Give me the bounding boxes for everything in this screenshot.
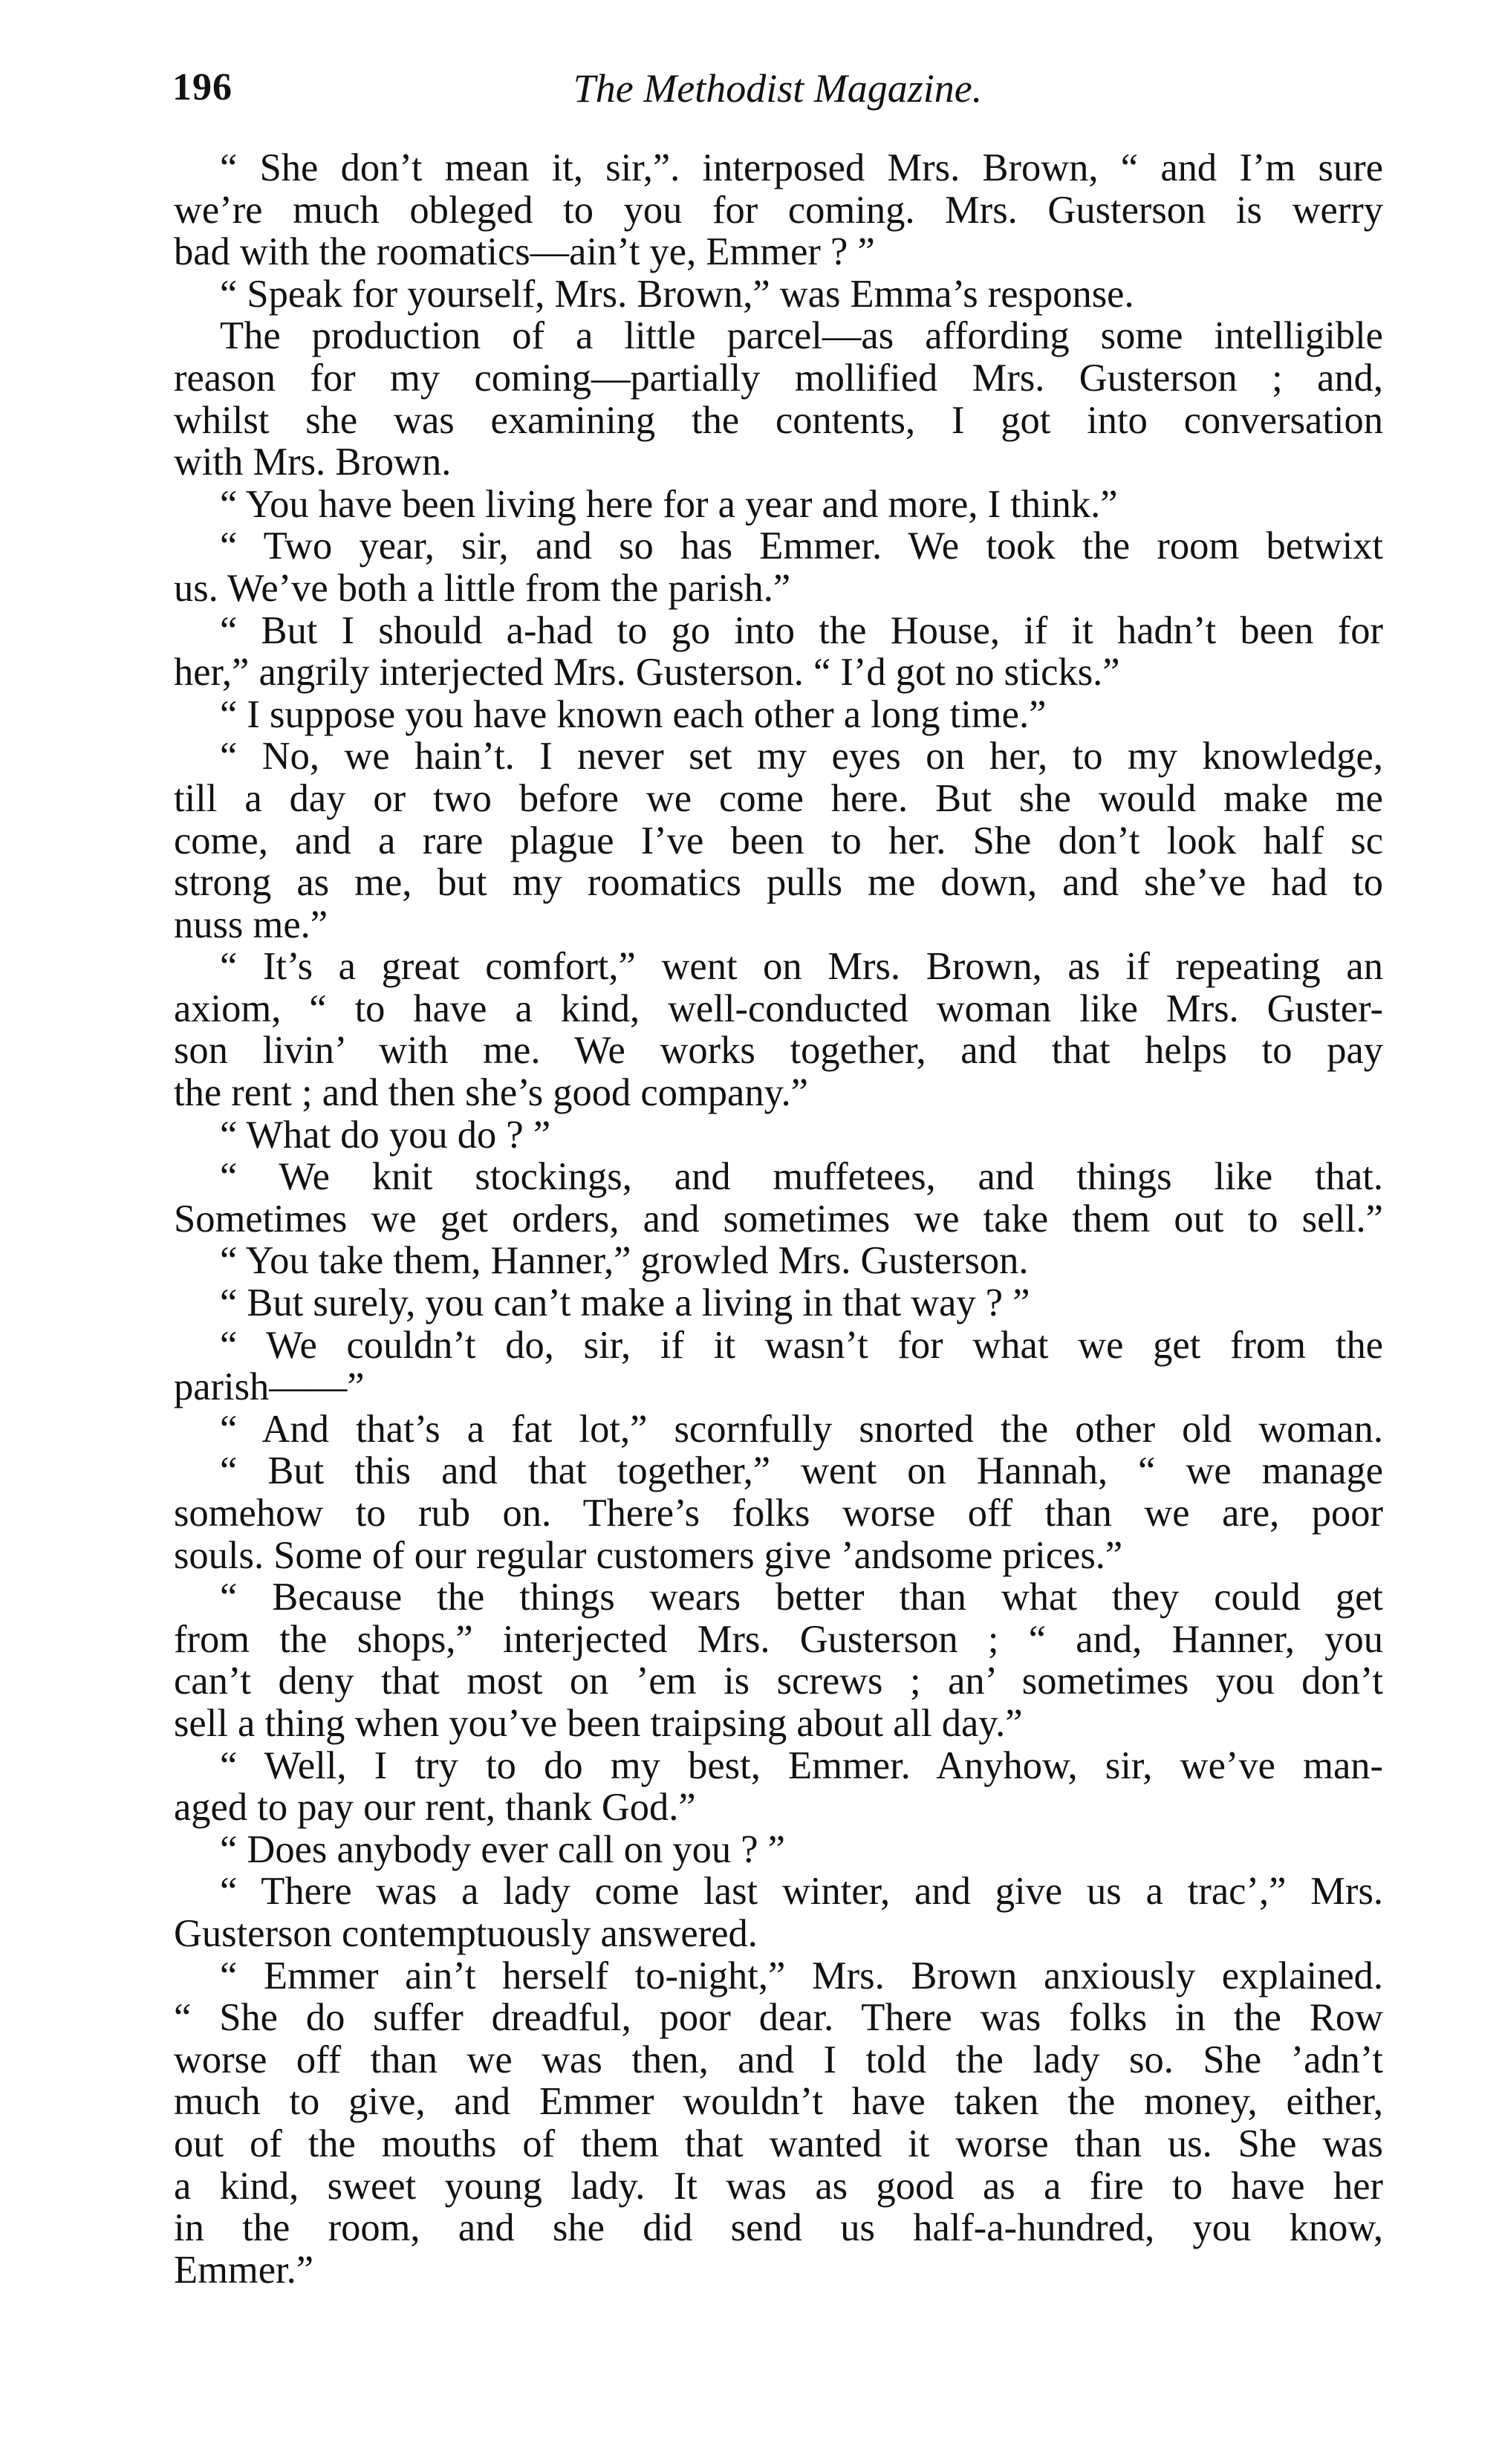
text-line: “ It’s a great comfort,” went on Mrs. Brown, as if repeating an — [220, 945, 1383, 989]
text-line: “ And that’s a fat lot,” scornfully snorted the other old woman. — [220, 1407, 1383, 1451]
text-line: whilst she was examining the contents, I got into conversation — [174, 398, 1383, 442]
text-line: Emmer.” — [174, 2248, 314, 2292]
text-line: strong as me, but my roomatics pulls me down, and she’ve had to — [174, 861, 1383, 905]
text-line: aged to pay our rent, thank God.” — [174, 1786, 696, 1830]
text-line: “ I suppose you have known each other a long time.” — [220, 692, 1047, 736]
text-line: we’re much obleged to you for coming. Mrs. Gusterson is werry — [174, 188, 1383, 232]
page-number: 196 — [172, 66, 233, 108]
text-line: Gusterson contemptuously answered. — [174, 1911, 758, 1955]
text-line: in the room, and she did send us half-a-hundred, you know, — [174, 2206, 1383, 2250]
text-line: axiom, “ to have a kind, well-conducted woman like Mrs. Guster- — [174, 986, 1383, 1030]
text-line: out of the mouths of them that wanted it worse than us. She was — [174, 2122, 1383, 2165]
text-line: “ You take them, Hanner,” growled Mrs. Gusterson. — [220, 1239, 1029, 1283]
text-line: “ But I should a-had to go into the House, if it hadn’t been for — [220, 608, 1383, 652]
text-line: from the shops,” interjected Mrs. Gusterson ; “ and, Hanner, you — [174, 1617, 1383, 1661]
text-line: “ But surely, you can’t make a living in that way ? ” — [220, 1281, 1030, 1325]
text-line: “ Speak for yourself, Mrs. Brown,” was Emma’s response. — [220, 272, 1134, 316]
text-line: son livin’ with me. We works together, and that helps to pay — [174, 1029, 1383, 1073]
text-line: much to give, and Emmer wouldn’t have taken the money, either, — [174, 2080, 1383, 2124]
text-line: “ We knit stockings, and muffetees, and things like that. — [220, 1155, 1383, 1199]
text-line: can’t deny that most on ’em is screws ; an’ sometimes you don’t — [174, 1660, 1383, 1703]
text-line: us. We’ve both a little from the parish.” — [174, 566, 791, 610]
text-line: with Mrs. Brown. — [174, 441, 452, 484]
text-line: “ She do suffer dreadful, poor dear. There was folks in the Row — [174, 1996, 1383, 2040]
text-line: her,” angrily interjected Mrs. Gusterson. “ I’d got no sticks.” — [174, 651, 1120, 695]
text-line: souls. Some of our regular customers give ’andsome prices.” — [174, 1533, 1123, 1577]
text-line: bad with the roomatics—ain’t ye, Emmer ? ” — [174, 230, 875, 274]
text-line: “ Well, I try to do my best, Emmer. Anyhow, sir, we’ve man- — [220, 1743, 1383, 1787]
text-line: “ She don’t mean it, sir,”. interposed Mrs. Brown, “ and I’m sure — [220, 146, 1383, 189]
text-line: nuss me.” — [174, 903, 328, 946]
text-line: a kind, sweet young lady. It was as good as a fire to have her — [174, 2164, 1383, 2208]
text-line: somehow to rub on. There’s folks worse off than we are, poor — [174, 1492, 1383, 1535]
text-line: “ We couldn’t do, sir, if it wasn’t for what we get from the — [220, 1323, 1383, 1367]
text-line: “ But this and that together,” went on Hannah, “ we manage — [220, 1449, 1383, 1493]
page-header — [172, 65, 1383, 117]
running-title: The Methodist Magazine. — [573, 66, 983, 111]
text-line: reason for my coming—partially mollified Mrs. Gusterson ; and, — [174, 356, 1383, 400]
text-line: Sometimes we get orders, and sometimes we take them out to sell.” — [174, 1197, 1383, 1241]
text-line: “ There was a lady come last winter, and give us a trac’,” Mrs. — [220, 1870, 1383, 1914]
text-line: “ Emmer ain’t herself to-night,” Mrs. Brown anxiously explained. — [220, 1954, 1383, 1997]
text-line: the rent ; and then she’s good company.” — [174, 1071, 808, 1115]
text-line: “ Does anybody ever call on you ? ” — [220, 1827, 785, 1871]
text-line: The production of a little parcel—as affording some intelligible — [220, 314, 1383, 358]
text-line: “ You have been living here for a year and more, I think.” — [220, 482, 1118, 526]
text-line: “ Two year, sir, and so has Emmer. We took the room betwixt — [220, 524, 1383, 568]
text-line: till a day or two before we come here. But she would make me — [174, 776, 1383, 820]
text-line: “ What do you do ? ” — [220, 1113, 551, 1157]
text-line: sell a thing when you’ve been traipsing about all day.” — [174, 1701, 1023, 1745]
text-line: “ No, we hain’t. I never set my eyes on her, to my knowledge, — [220, 735, 1383, 778]
text-line: parish——” — [174, 1365, 365, 1409]
body-text — [172, 147, 1383, 2291]
text-line: come, and a rare plague I’ve been to her. She don’t look half sc — [174, 819, 1383, 862]
text-line: “ Because the things wears better than what they could get — [220, 1576, 1383, 1619]
text-line: worse off than we was then, and I told the lady so. She ’adn’t — [174, 2038, 1383, 2081]
